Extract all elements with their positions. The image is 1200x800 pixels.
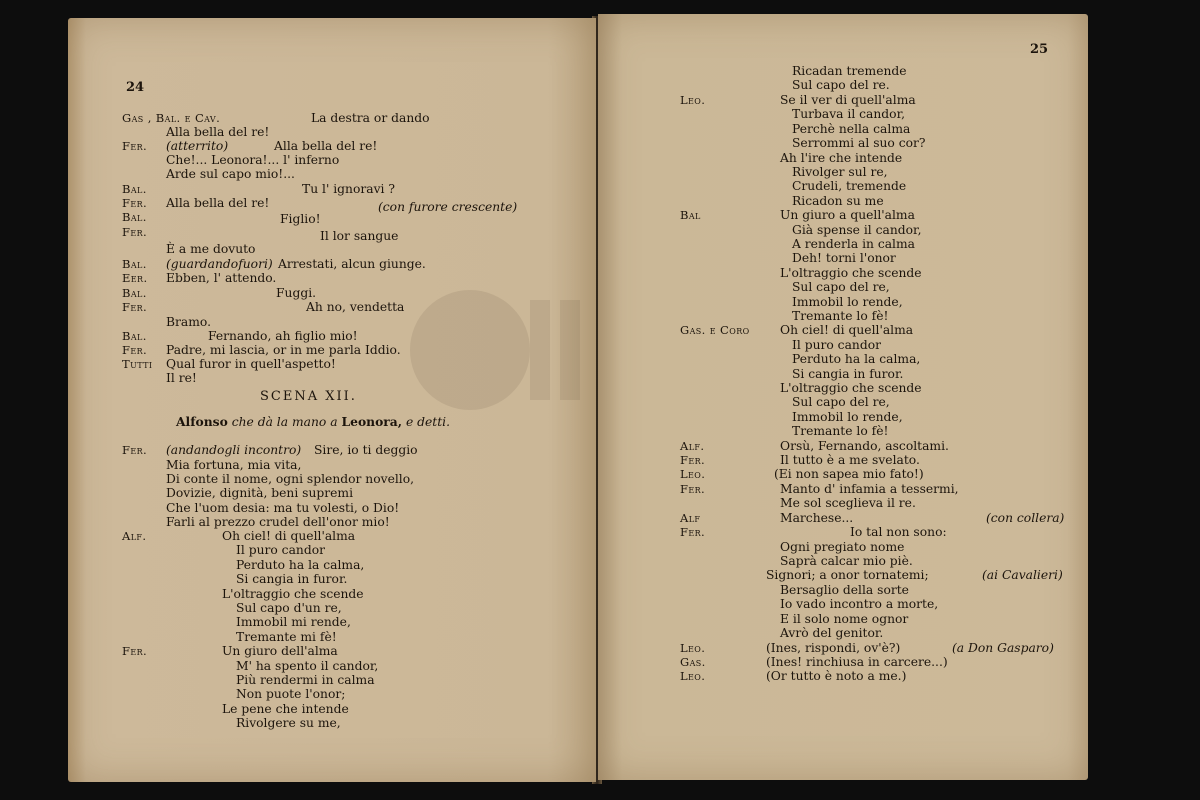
verse-line: Fernando, ah figlio mio! bbox=[208, 329, 358, 343]
verse-line: Il tutto è a me svelato. bbox=[780, 453, 920, 467]
verse-line: Il puro candor bbox=[792, 338, 881, 352]
verse-line: Tremante lo fè! bbox=[792, 309, 889, 323]
verse-line: È a me dovuto bbox=[166, 242, 256, 256]
verse-line: Perduto ha la calma, bbox=[236, 558, 365, 572]
speaker-label: Leo. bbox=[680, 93, 706, 107]
stage-direction: (ai Cavalieri) bbox=[982, 568, 1063, 582]
speaker-label: Alf bbox=[680, 511, 701, 525]
speaker-label: Gas , Bal. e Cav. bbox=[122, 111, 221, 125]
speaker-label: Fer. bbox=[680, 453, 706, 467]
verse-line: Io vado incontro a morte, bbox=[780, 597, 939, 611]
verse-line: A renderla in calma bbox=[792, 237, 915, 251]
verse-line: Un giuro dell'alma bbox=[222, 644, 338, 658]
speaker-label: Fer. bbox=[122, 225, 148, 239]
verse-line: Qual furor in quell'aspetto! bbox=[166, 357, 336, 371]
verse-line: Me sol sceglieva il re. bbox=[780, 496, 916, 510]
speaker-label: Bal. bbox=[122, 286, 147, 300]
speaker-label: Gas. e Coro bbox=[680, 323, 750, 337]
verse-line: L'oltraggio che scende bbox=[780, 266, 922, 280]
verse-line: Figlio! bbox=[280, 212, 321, 226]
speaker-label: Alf. bbox=[680, 439, 705, 453]
verse-line: Il re! bbox=[166, 371, 197, 385]
speaker-label: Leo. bbox=[680, 467, 706, 481]
verse-line: Immobil mi rende, bbox=[236, 615, 351, 629]
speaker-label: Gas. bbox=[680, 655, 706, 669]
verse-line: Se il ver di quell'alma bbox=[780, 93, 916, 107]
speaker-label: Bal. bbox=[122, 257, 147, 271]
verse-line: Perchè nella calma bbox=[792, 122, 911, 136]
verse-line: Bramo. bbox=[166, 315, 212, 329]
scene-direction: e detti. bbox=[405, 415, 450, 429]
speaker-label: Leo. bbox=[680, 669, 706, 683]
verse-line: Già spense il candor, bbox=[792, 223, 922, 237]
verse-line: Le pene che intende bbox=[222, 702, 349, 716]
verse-line: Non puote l'onor; bbox=[236, 687, 346, 701]
verse-line: (Or tutto è noto a me.) bbox=[766, 669, 907, 683]
verse-line: Signori; a onor tornatemi; bbox=[766, 568, 929, 582]
verse-line: Mia fortuna, mia vita, bbox=[166, 458, 302, 472]
verse-line: Manto d' infamia a tessermi, bbox=[780, 482, 959, 496]
verse-line: (Ines! rinchiusa in carcere...) bbox=[766, 655, 948, 669]
verse-line: Ah l'ire che intende bbox=[780, 151, 903, 165]
verse-line: Il puro candor bbox=[236, 543, 325, 557]
verse-line: Avrò del genitor. bbox=[780, 626, 884, 640]
verse-line: Turbava il candor, bbox=[792, 107, 906, 121]
verse-line: Oh ciel! di quell'alma bbox=[222, 529, 356, 543]
speaker-label: Bal. bbox=[122, 329, 147, 343]
verse-line: Tremante lo fè! bbox=[792, 424, 889, 438]
verse-line: Immobil lo rende, bbox=[792, 295, 903, 309]
character-name: Leonora, bbox=[341, 414, 403, 429]
stage-direction: (guardandofuori) bbox=[166, 257, 273, 271]
verse-line: E il solo nome ognor bbox=[780, 612, 909, 626]
verse-line: Saprà calcar mio piè. bbox=[780, 554, 913, 568]
verse-line: Perduto ha la calma, bbox=[792, 352, 921, 366]
verse-line: Marchese... bbox=[780, 511, 854, 525]
verse-line: Serrommi al suo cor? bbox=[792, 136, 926, 150]
stage-direction: (con furore crescente) bbox=[378, 200, 518, 214]
verse-line: Sul capo del re, bbox=[792, 395, 890, 409]
verse-line: Sul capo del re. bbox=[792, 78, 890, 92]
verse-line: Che l'uom desia: ma tu volesti, o Dio! bbox=[166, 501, 400, 515]
stage-direction: (a Don Gasparo) bbox=[952, 641, 1054, 655]
verse-line: Ricadon su me bbox=[792, 194, 884, 208]
speaker-label: Fer. bbox=[122, 300, 148, 314]
verse-line: Padre, mi lascia, or in me parla Iddio. bbox=[166, 343, 401, 357]
page-number: 25 bbox=[1030, 42, 1049, 57]
verse-line: Tremante mi fè! bbox=[236, 630, 337, 644]
scene-title: SCENA XII. bbox=[260, 389, 357, 404]
speaker-label: Fer. bbox=[122, 443, 148, 457]
verse-line: La destra or dando bbox=[311, 111, 430, 125]
left-page bbox=[68, 18, 596, 782]
verse-line: Alla bella del re! bbox=[166, 196, 270, 210]
verse-line: Alla bella del re! bbox=[274, 139, 378, 153]
verse-line: M' ha spento il candor, bbox=[236, 659, 379, 673]
scene-direction: che dà la mano a bbox=[231, 415, 338, 429]
verse-line: Ebben, l' attendo. bbox=[166, 271, 277, 285]
verse-line: Rivolgere su me, bbox=[236, 716, 341, 730]
speaker-label: Fer. bbox=[122, 139, 148, 153]
character-name: Alfonso bbox=[176, 414, 228, 429]
speaker-label: Bal bbox=[680, 208, 701, 222]
verse-line: Che!... Leonora!... l' inferno bbox=[166, 153, 340, 167]
verse-line: Immobil lo rende, bbox=[792, 410, 903, 424]
verse-line: Sul capo d'un re, bbox=[236, 601, 342, 615]
verse-line: L'oltraggio che scende bbox=[780, 381, 922, 395]
speaker-label: Leo. bbox=[680, 641, 706, 655]
verse-line: Rivolger sul re, bbox=[792, 165, 888, 179]
speaker-label: Alf. bbox=[122, 529, 147, 543]
speaker-label: Eer. bbox=[122, 271, 148, 285]
speaker-label: Fer. bbox=[122, 644, 148, 658]
verse-line: (Ines, rispondi, ov'è?) bbox=[766, 641, 901, 655]
speaker-label: Fer. bbox=[122, 343, 148, 357]
speaker-label: Fer. bbox=[680, 482, 706, 496]
verse-line: Più rendermi in calma bbox=[236, 673, 375, 687]
verse-line: Di conte il nome, ogni splendor novello, bbox=[166, 472, 415, 486]
verse-line: Farli al prezzo crudel dell'onor mio! bbox=[166, 515, 390, 529]
verse-line: Ah no, vendetta bbox=[306, 300, 405, 314]
verse-line: Deh! torni l'onor bbox=[792, 251, 896, 265]
stage-direction: (andandogli incontro) bbox=[166, 443, 302, 457]
verse-line: Dovizie, dignità, beni supremi bbox=[166, 486, 354, 500]
speaker-label: Tutti bbox=[122, 357, 153, 371]
stage-direction: (atterrito) bbox=[166, 139, 229, 153]
verse-line: Bersaglio della sorte bbox=[780, 583, 909, 597]
verse-line: L'oltraggio che scende bbox=[222, 587, 364, 601]
verse-line: Tu l' ignoravi ? bbox=[302, 182, 395, 196]
speaker-label: Bal. bbox=[122, 182, 147, 196]
stage-direction: (con collera) bbox=[986, 511, 1065, 525]
verse-line: Un giuro a quell'alma bbox=[780, 208, 915, 222]
verse-line: Io tal non sono: bbox=[850, 525, 947, 539]
speaker-label: Bal. bbox=[122, 210, 147, 224]
verse-line: Si cangia in furor. bbox=[792, 367, 904, 381]
scene-heading bbox=[176, 415, 450, 429]
verse-line: Crudeli, tremende bbox=[792, 179, 907, 193]
right-page bbox=[598, 14, 1088, 780]
verse-line: Arrestati, alcun giunge. bbox=[278, 257, 426, 271]
verse-line: (Ei non sapea mio fato!) bbox=[774, 467, 924, 481]
verse-line: Ricadan tremende bbox=[792, 64, 907, 78]
page-number: 24 bbox=[126, 80, 145, 95]
verse-line: Alla bella del re! bbox=[166, 125, 270, 139]
verse-line: Fuggi. bbox=[276, 286, 317, 300]
verse-line: Sire, io ti deggio bbox=[314, 443, 418, 457]
speaker-label: Fer. bbox=[680, 525, 706, 539]
verse-line: Orsù, Fernando, ascoltami. bbox=[780, 439, 949, 453]
speaker-label: Fer. bbox=[122, 196, 148, 210]
verse-line: Arde sul capo mio!... bbox=[166, 167, 295, 181]
verse-line: Sul capo del re, bbox=[792, 280, 890, 294]
verse-line: Oh ciel! di quell'alma bbox=[780, 323, 914, 337]
verse-line: Ogni pregiato nome bbox=[780, 540, 905, 554]
verse-line: Il lor sangue bbox=[320, 229, 399, 243]
verse-line: Si cangia in furor. bbox=[236, 572, 348, 586]
